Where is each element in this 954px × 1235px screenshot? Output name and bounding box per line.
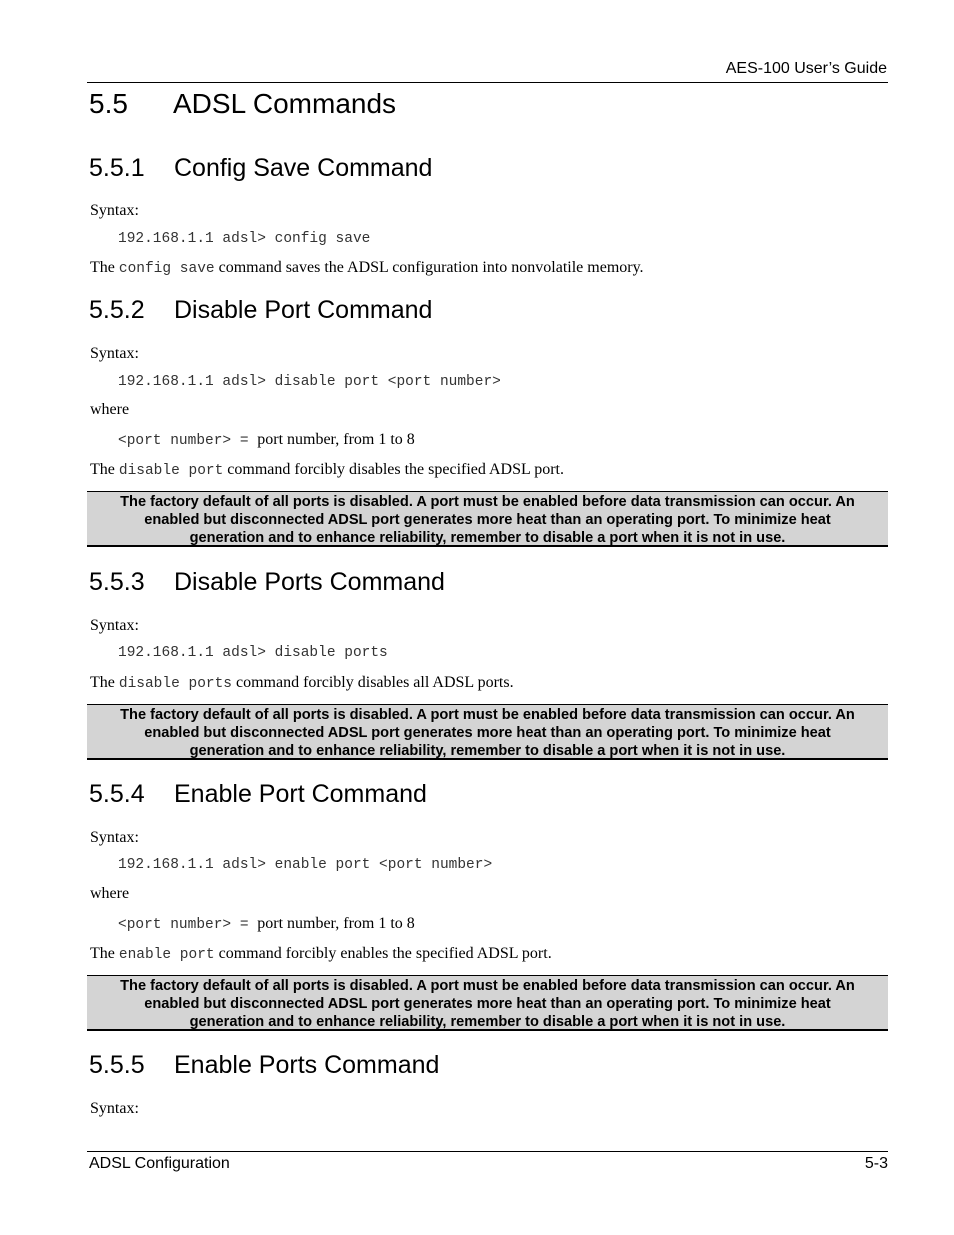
note-line: generation and to enhance reliability, remember to disable a port when it is not in use. [189, 530, 786, 546]
subsection-heading-config-save [89, 154, 432, 183]
subsection-heading-disable-ports [89, 568, 445, 597]
subsection-heading-enable-port [89, 780, 427, 809]
note-line: The factory default of all ports is disabled. A port must be enabled before data transmission can occur. An [120, 978, 855, 994]
subsection-number: 5.5.4 [89, 780, 145, 808]
inline-command: disable port [118, 463, 224, 479]
subsection-title: Disable Ports Command [174, 568, 445, 596]
parameter-definition [118, 915, 415, 933]
syntax-label: Syntax: [90, 1100, 139, 1117]
section-title: ADSL Commands [173, 88, 397, 119]
subsection-number: 5.5.3 [89, 568, 145, 596]
inline-command: config save [118, 261, 215, 277]
page-header [87, 60, 888, 83]
subsection-heading-disable-port [89, 296, 432, 325]
syntax-code: 192.168.1.1 adsl> disable port <port number> [118, 374, 501, 390]
note-line: The factory default of all ports is disabled. A port must be enabled before data transmission can occur. An [120, 494, 855, 510]
subsection-number: 5.5.5 [89, 1051, 145, 1079]
parameter-name: <port number> = [118, 433, 258, 449]
footer-chapter: ADSL Configuration [89, 1155, 230, 1172]
where-label: where [90, 401, 130, 418]
description-text: command saves the ADSL configuration into nonvolatile memory. [214, 259, 644, 276]
section-heading [89, 88, 396, 120]
note-line: enabled but disconnected ADSL port generates more heat than an operating port. To minimize heat [144, 996, 831, 1012]
page-footer [87, 1151, 888, 1176]
description-lead: The [90, 945, 115, 962]
where-label: where [90, 885, 130, 902]
subsection-number: 5.5.1 [89, 154, 145, 182]
parameter-name: <port number> = [118, 917, 258, 933]
header-title: AES-100 User’s Guide [725, 60, 887, 77]
syntax-code: 192.168.1.1 adsl> config save [118, 231, 371, 247]
description-lead: The [90, 461, 115, 478]
note-box [87, 491, 888, 547]
subsection-title: Config Save Command [174, 154, 433, 182]
inline-command: disable ports [118, 676, 232, 692]
syntax-label: Syntax: [90, 202, 139, 219]
description-text: command forcibly disables the specified ADSL port. [223, 461, 564, 478]
subsection-title: Disable Port Command [174, 296, 433, 324]
page-number: 5-3 [864, 1155, 888, 1172]
description [90, 945, 552, 963]
description [90, 259, 644, 277]
description-lead: The [90, 259, 115, 276]
description-text: command forcibly disables all ADSL ports. [232, 674, 514, 691]
syntax-label: Syntax: [90, 829, 139, 846]
note-line: The factory default of all ports is disabled. A port must be enabled before data transmission can occur. An [120, 707, 855, 723]
subsection-title: Enable Port Command [174, 780, 427, 808]
inline-command: enable port [118, 947, 215, 963]
description-text: command forcibly enables the specified ADSL port. [214, 945, 552, 962]
note-line: generation and to enhance reliability, remember to disable a port when it is not in use. [189, 1014, 786, 1030]
subsection-heading-enable-ports [89, 1051, 439, 1080]
section-number: 5.5 [89, 88, 128, 119]
syntax-code: 192.168.1.1 adsl> enable port <port number> [118, 857, 493, 873]
note-box [87, 975, 888, 1031]
subsection-title: Enable Ports Command [174, 1051, 440, 1079]
syntax-code: 192.168.1.1 adsl> disable ports [118, 645, 388, 661]
description-lead: The [90, 674, 115, 691]
parameter-definition [118, 431, 415, 449]
note-line: enabled but disconnected ADSL port generates more heat than an operating port. To minimize heat [144, 512, 831, 528]
subsection-number: 5.5.2 [89, 296, 145, 324]
note-line: generation and to enhance reliability, remember to disable a port when it is not in use. [189, 743, 786, 759]
parameter-description: port number, from 1 to 8 [257, 915, 415, 932]
note-line: enabled but disconnected ADSL port generates more heat than an operating port. To minimize heat [144, 725, 831, 741]
syntax-label: Syntax: [90, 617, 139, 634]
note-box [87, 704, 888, 760]
parameter-description: port number, from 1 to 8 [257, 431, 415, 448]
description [90, 674, 514, 692]
description [90, 461, 564, 479]
syntax-label: Syntax: [90, 345, 139, 362]
